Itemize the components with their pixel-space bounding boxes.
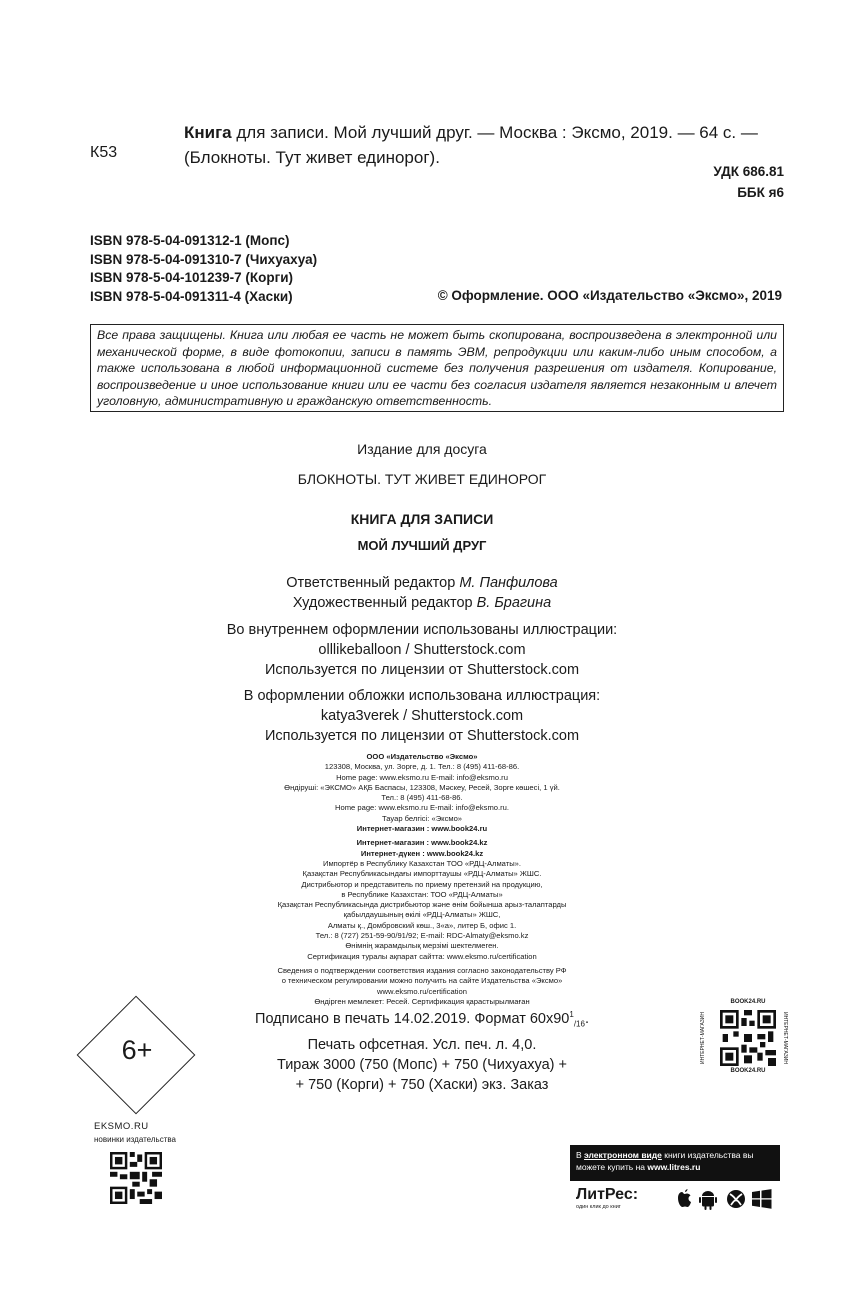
bib-rest: для записи. Мой лучший друг. — Москва : Эксмо, 2019. — 64 с. — (Блокноты. Тут живет единорог). [184, 123, 758, 167]
eksmo-sub: новинки издательства [94, 1135, 176, 1144]
info-line: Интернет-магазин : www.book24.ru [356, 824, 488, 834]
art-editor-label: Художественный редактор [292, 595, 477, 611]
classification-codes [713, 161, 784, 203]
info-line: 123308, Москва, ул. Зорге, д. 1. Тел.: 8 (495) 411-68-86. [324, 762, 520, 772]
info-line: Сведения о подтверждении соответствия издания согласно законодательству РФ [277, 965, 567, 975]
info-line: Импортёр в Республику Казахстан ТОО «РДЦ-Алматы». [322, 858, 521, 868]
info-line: қабылдаушының өкілі «РДЦ-Алматы» ЖШС, [343, 910, 501, 920]
info-line: Сертификация туралы ақпарат сайтта: www.eksmo.ru/certification [307, 951, 537, 961]
illus-line: olllikeballoon / Shutterstock.com [318, 642, 526, 658]
print-line: Тираж 3000 (750 (Мопс) + 750 (Чихуахуа) + [276, 1056, 568, 1073]
info-line: Дистрибьютор и представитель по приему претензий на продукцию, [301, 879, 543, 889]
litres-text: книги издательства вы можете купить на [576, 1150, 754, 1172]
format-sup: 1 [569, 1010, 574, 1019]
bibliographic-record [184, 120, 784, 170]
info-line: Интернет-дүкен : www.book24.kz [360, 848, 484, 858]
art-editor-name: В. Брагина [476, 595, 552, 611]
book24-side-left: ИНТЕРНЕТ-МАГАЗИН [700, 1012, 706, 1064]
info-line: Тел.: 8 (727) 251-59-90/91/92; E-mail: RDC-Almaty@eksmo.kz [315, 931, 529, 941]
litres-site: www.litres.ru [647, 1162, 701, 1172]
age-rating: 6+ [121, 1035, 153, 1065]
info-line: Тел.: 8 (495) 411-68-86. [381, 793, 463, 803]
illus-line: В оформлении обложки использована иллюстрация: [243, 688, 601, 704]
publisher-info [0, 752, 844, 1007]
editors-block [0, 573, 844, 613]
bbk-code: ББК я6 [737, 185, 784, 200]
info-line: Қазақстан Республикасында дистрибьютор және өнім бойынша арыз-талаптарды [277, 900, 567, 910]
qr-code-icon [110, 1152, 162, 1204]
illus-line: Используется по лицензии от Shutterstock.com [264, 662, 580, 678]
copyright-line: © Оформление. ООО «Издательство «Эксмо», 2019 [437, 288, 782, 303]
illus-line: katya3verek / Shutterstock.com [320, 708, 524, 724]
info-line: Home page: www.eksmo.ru E-mail: info@eksmo.ru. [335, 803, 509, 813]
windows-icon [752, 1189, 772, 1209]
apple-icon [678, 1189, 691, 1207]
rights-notice: Все права защищены. Книга или любая ее часть не может быть скопирована, воспроизведена в электронной или механической форме, в виде фотокопии, записи в память ЭВМ, репродукции или каким-либо иным способом, а также использована в любой информационной системе без получения разрешения от издателя. Копирование, воспроизведение и иное использование книги или ее части без согласия издателя является незаконным и влечет уголовную, административную и гражданскую ответственность. [90, 324, 784, 412]
info-line: в Республике Казахстан: ТОО «РДЦ-Алматы» [341, 889, 503, 899]
udk-code: УДК 686.81 [713, 164, 784, 179]
bib-title-bold: Книга [184, 123, 232, 142]
litres-link-text: электронном виде [584, 1150, 662, 1160]
android-icon [699, 1191, 717, 1210]
info-line: о техническом регулировании можно получить на сайте Издательства «Эксмо» [281, 976, 563, 986]
illus-line: Используется по лицензии от Shutterstock.com [264, 728, 580, 744]
edition-type: Издание для досуга [357, 441, 487, 457]
litres-text: В [576, 1150, 585, 1160]
book24-side-right: ИНТЕРНЕТ-МАГАЗИН [782, 1012, 788, 1064]
print-line: + 750 (Корги) + 750 (Хаски) экз. Заказ [295, 1076, 549, 1093]
platform-icons [672, 1186, 782, 1212]
isbn-line: ISBN 978-5-04-101239-7 (Корги) [90, 270, 293, 285]
series-name: БЛОКНОТЫ. ТУТ ЖИВЕТ ЕДИНОРОГ [297, 471, 547, 487]
info-line: Home page: www.eksmo.ru E-mail: info@eksmo.ru [336, 772, 508, 782]
inside-illustrations [0, 620, 844, 680]
info-line: Интернет-магазин : www.book24.kz [356, 838, 488, 848]
resp-editor-name: М. Панфилова [459, 575, 558, 591]
isbn-list [90, 232, 317, 306]
library-code: К53 [90, 144, 118, 161]
litres-logo: ЛитРес: [576, 1186, 639, 1203]
illus-line: Во внутреннем оформлении использованы иллюстрации: [226, 622, 618, 638]
info-line: ООО «Издательство «Эксмо» [366, 752, 478, 761]
info-line: www.eksmo.ru/certification [377, 986, 467, 996]
eksmo-site: EKSMO.RU [94, 1121, 149, 1132]
isbn-line: ISBN 978-5-04-091311-4 (Хаски) [90, 288, 293, 304]
book24-label-bottom: BOOK24.RU [730, 1068, 766, 1074]
info-line: Өндіруші: «ЭКСМО» АҚБ Баспасы, 123308, Мәскеу, Ресей, Зорге көшесі, 1 үй. [284, 782, 560, 792]
resp-editor-label: Ответственный редактор [286, 575, 460, 591]
book24-label-top: BOOK24.RU [730, 999, 766, 1005]
info-line: Өндірген мемлекет: Ресей. Сертификация қарастырылмаған [314, 996, 530, 1006]
format-sub: /16 [573, 1019, 585, 1029]
info-line: Тауар белгісі: «Эксмо» [381, 813, 463, 823]
xbox-icon [727, 1190, 745, 1208]
litres-slogan: один клик до книг [576, 1204, 621, 1210]
info-line: Қазақстан Республикасындағы импорттаушы «РДЦ-Алматы» ЖШС. [302, 869, 542, 879]
cover-illustrations [0, 686, 844, 746]
litres-banner [570, 1145, 780, 1181]
info-line: Өнімнің жарамдылық мерзімі шектелмеген. [345, 941, 499, 951]
print-line: Подписано в печать 14.02.2019. Формат 60x90 [255, 1010, 570, 1027]
book-subtitle: МОЙ ЛУЧШИЙ ДРУГ [357, 538, 487, 553]
print-info: Подписано в печать 14.02.2019. Формат $60x90^1_{/16}$. Печать офсетная. Усл. печ. л. 4,0. Тираж 3000 (750 (Мопс) + 750 (Чихуахуа) + + 750 (Корги) + 750 (Хаски) экз. Заказ [0, 1005, 844, 1095]
qr-code-icon [720, 1010, 776, 1066]
book-title: КНИГА ДЛЯ ЗАПИСИ [350, 511, 494, 527]
info-line: Алматы қ., Домбровский көш., 3«а», литер Б, офис 1. [327, 920, 517, 930]
print-line: Печать офсетная. Усл. печ. л. 4,0. [307, 1036, 537, 1053]
isbn-line: ISBN 978-5-04-091312-1 (Мопс) [90, 233, 290, 248]
isbn-line: ISBN 978-5-04-091310-7 (Чихуахуа) [90, 251, 318, 267]
